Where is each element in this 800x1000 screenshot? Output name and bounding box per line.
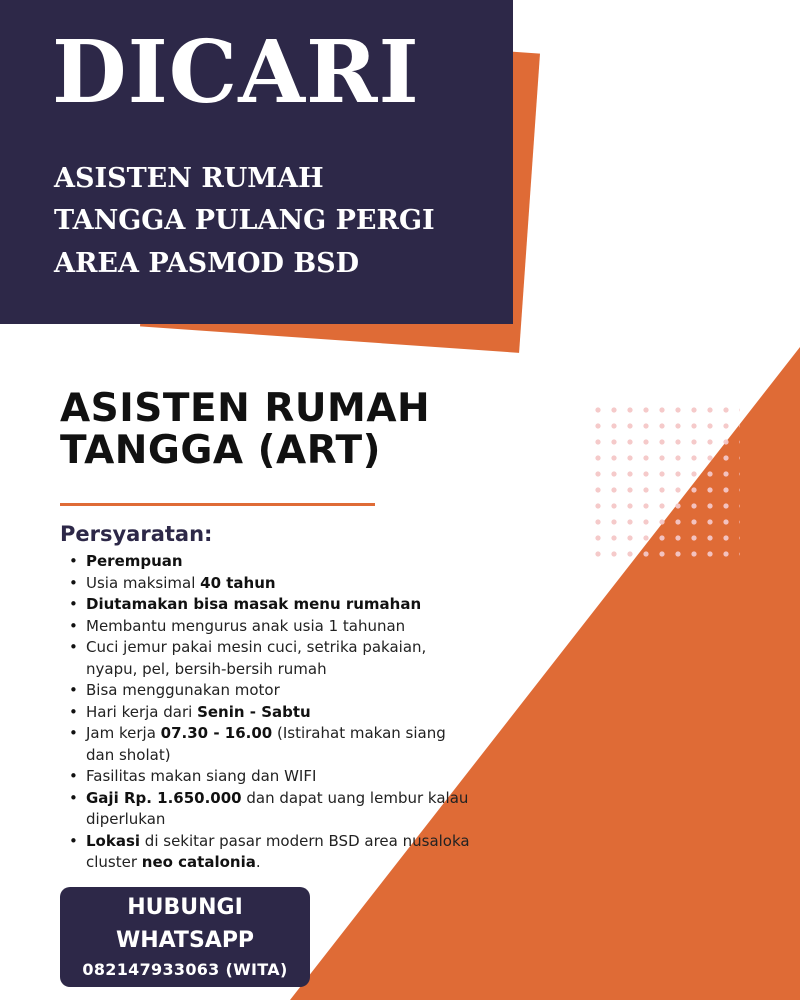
requirement-item [86, 831, 476, 874]
requirement-text: (Istirahat makan siang dan sholat) [86, 724, 446, 764]
requirement-text: Perempuan [86, 552, 183, 570]
header-subtitle-line-3: AREA PASMOD BSD [54, 248, 360, 279]
requirement-text: . [255, 853, 261, 871]
requirements-list [86, 551, 476, 874]
requirement-text: Membantu mengurus anak usia 1 tahunan [86, 616, 406, 635]
requirement-text: Bisa menggunakan motor [86, 681, 280, 699]
requirement-item [86, 551, 476, 573]
header-subtitle-line-2: TANGGA PULANG PERGI [54, 205, 435, 236]
job-title-line-1: ASISTEN RUMAH [60, 386, 431, 431]
requirement-text: Diutamakan bisa masak menu rumahan [86, 595, 422, 613]
requirement-item [86, 788, 476, 831]
requirement-text: Gaji Rp. 1.650.000 [86, 788, 242, 807]
requirement-text: 07.30 - 16.00 [160, 724, 273, 742]
requirement-text: neo catalonia [141, 853, 256, 871]
requirement-item [86, 702, 476, 724]
contact-label-line-1: HUBUNGI [127, 895, 243, 920]
contact-label-line-2: WHATSAPP [115, 928, 255, 953]
requirements-heading: Persyaratan: [60, 522, 213, 546]
requirement-text: Jam kerja [86, 724, 161, 742]
job-title [60, 388, 430, 472]
dot-pattern-decoration [590, 402, 740, 557]
requirement-text: di sekitar pasar modern BSD area nusaloka cluster [86, 831, 470, 871]
requirement-text: Cuci jemur pakai mesin cuci, setrika pakaian, nyapu, pel, bersih-bersih rumah [86, 638, 427, 678]
requirement-text: Usia maksimal [86, 573, 201, 592]
requirement-text: Fasilitas makan siang dan WIFI [86, 767, 317, 785]
requirement-text: 40 tahun [200, 573, 276, 592]
job-title-line-2: TANGGA (ART) [60, 428, 381, 473]
header-title: DICARI [52, 22, 420, 123]
whatsapp-contact-button[interactable] [60, 887, 310, 987]
contact-phone-number: 082147933063 (WITA) [82, 960, 288, 979]
requirement-text: Lokasi [86, 831, 141, 850]
requirement-item [86, 594, 476, 616]
requirement-item [86, 637, 476, 680]
requirement-item [86, 766, 476, 788]
requirement-text: Hari kerja dari [86, 702, 198, 721]
requirement-text: Senin - Sabtu [197, 702, 311, 721]
requirement-text: dan dapat uang lembur kalau diperlukan [86, 788, 469, 828]
requirement-item [86, 616, 476, 638]
requirement-item [86, 723, 476, 766]
header-banner [0, 0, 513, 324]
requirement-item [86, 573, 476, 595]
section-divider [60, 503, 375, 506]
requirement-item [86, 680, 476, 702]
header-subtitle-line-1: ASISTEN RUMAH [54, 163, 324, 194]
